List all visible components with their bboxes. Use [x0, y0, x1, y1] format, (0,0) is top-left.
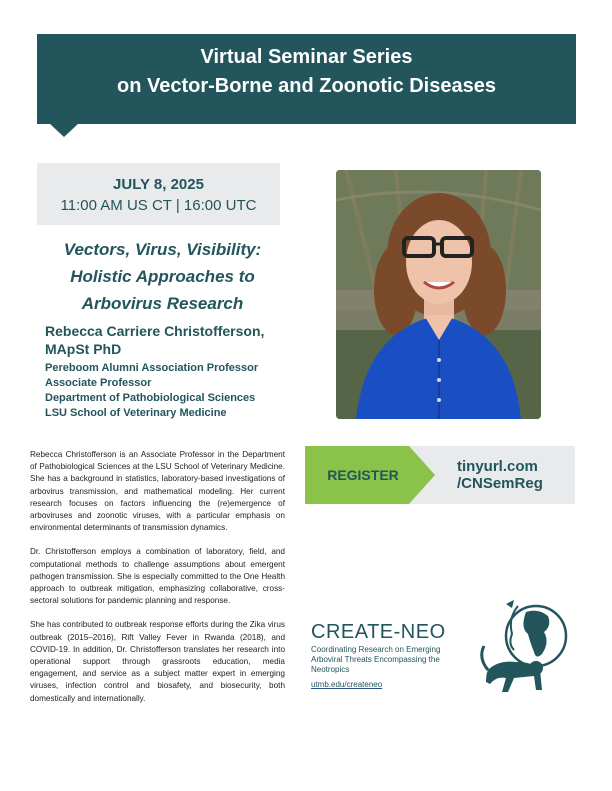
date-box — [37, 163, 280, 225]
speaker-photo — [336, 170, 541, 419]
speaker-name-line1: Rebecca Carriere Christofferson, — [45, 323, 265, 339]
create-neo-subtitle: Coordinating Research on Emerging Arboviral Threats Encompassing the Neotropics — [311, 645, 441, 674]
talk-title-line3: Arbovirus Research — [81, 294, 244, 313]
monkey-globe-logo-icon — [478, 598, 570, 700]
banner-title-line2: on Vector-Borne and Zoonotic Diseases — [117, 75, 496, 97]
talk-title — [40, 236, 285, 317]
talk-title-line2: Holistic Approaches to — [70, 267, 255, 286]
register-label: REGISTER — [327, 467, 399, 483]
event-date: JULY 8, 2025 — [113, 176, 204, 193]
speaker-portrait-illustration — [336, 170, 541, 419]
banner-title-line1: Virtual Seminar Series — [200, 46, 413, 68]
speaker-bio — [30, 449, 285, 717]
header-banner — [37, 34, 576, 124]
affiliation-item: Associate Professor — [45, 377, 152, 389]
affiliation-item: Pereboom Alumni Association Professor — [45, 362, 259, 374]
bio-paragraph: She has contributed to outbreak response efforts during the Zika virus outbreak (2015–2016), Rift Valley Fever in Rwanda (2018), and COVID-19. In addition, Dr. Christofferson translates her research into operational support through grassroots education, media engagement, and service as a subject matter expert in emerging viruses, infection control and biosafety, and biosecurity, both domestically and internationally. — [30, 620, 285, 703]
talk-title-line1: Vectors, Virus, Visibility: — [63, 240, 262, 259]
create-neo-title: CREATE-NEO — [311, 621, 446, 643]
speaker-name-line2: MApSt PhD — [45, 341, 122, 357]
speaker-affiliations — [45, 361, 295, 421]
register-link[interactable] — [457, 458, 543, 492]
register-url-line1[interactable]: tinyurl.com — [457, 458, 538, 475]
affiliation-item: Department of Pathobiological Sciences — [45, 392, 256, 404]
create-neo-link[interactable]: utmb.edu/createneo — [311, 680, 383, 689]
create-neo-logo — [478, 598, 570, 700]
banner-notch — [49, 123, 79, 137]
register-url-line2[interactable]: /CNSemReg — [457, 475, 543, 492]
bio-paragraph: Rebecca Christofferson is an Associate Professor in the Department of Pathobiological Sciences at the LSU School of Veterinary Medicine. She has a background in statistics, laboratory-based investigations of arbovirus transmission, and mathematical modeling. Her current research focuses on factors influencing the (re)emergence of arboviruses and zoonotic viruses, with a particular emphasis on environmental determinants of transmission dynamics. — [30, 450, 285, 533]
bio-paragraph: Dr. Christofferson employs a combination of laboratory, field, and computational methods to challenge assumptions about emergent pathogen transmission. She is especially committed to the One Health approach to outbreak mitigation, emphasizing collaborative, cross-sectoral solutions for pandemic planning and response. — [30, 547, 285, 606]
event-time: 11:00 AM US CT | 16:00 UTC — [60, 197, 257, 214]
speaker-info — [45, 322, 295, 421]
affiliation-item: LSU School of Veterinary Medicine — [45, 407, 227, 419]
